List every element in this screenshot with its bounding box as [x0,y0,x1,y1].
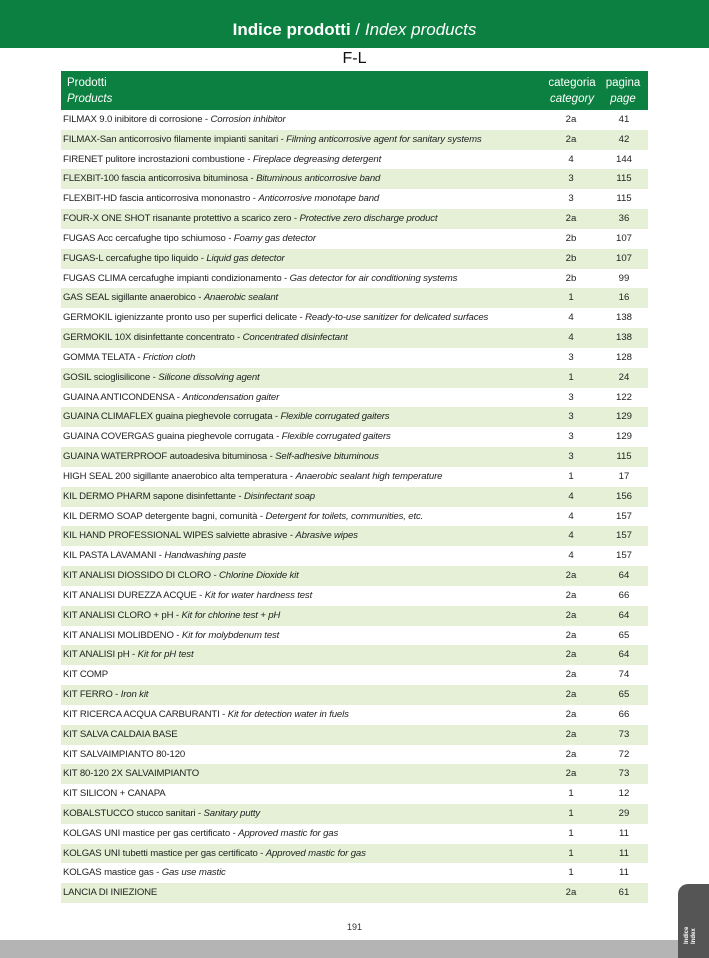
product-page: 12 [618,788,630,800]
table-row [61,626,648,646]
product-page: 157 [615,510,632,522]
product-page: 11 [619,827,629,839]
table-row [61,368,648,388]
product-name-it: FUGAS Acc cercafughe tipo schiumoso - [63,232,234,244]
product-category: 3 [568,193,574,205]
product-name-en: Anaerobic sealant [203,292,279,304]
product-name-en: Foamy gas detector [233,232,316,244]
table-row [61,427,648,447]
product-page: 107 [615,232,632,244]
table-row [61,566,648,586]
product-name [63,745,533,765]
header-category [539,75,605,107]
product-page: 99 [618,272,630,284]
product-name-en: Kit for detection water in fuels [227,708,349,720]
product-name-en: Silicone dissolving agent [158,371,260,383]
product-name-en: Anticondensation gaiter [182,391,280,403]
page-number: 191 [346,922,363,932]
product-page: 157 [615,550,632,562]
product-name-en: Corrosion inhibitor [210,114,286,125]
product-page: 129 [615,431,632,443]
index-side-tab[interactable] [678,884,709,958]
product-name-en: Protective zero discharge product [299,213,438,225]
table-row [61,784,648,804]
table-row [61,328,648,348]
product-name-it: KIT 80-120 2X SALVAIMPIANTO [63,768,200,780]
product-name [63,308,533,328]
table-row [61,586,648,606]
product-name-it: KOLGAS mastice gas - [63,867,162,879]
product-name-it: GERMOKIL 10X disinfettante concentrato - [63,332,243,344]
product-name-it: GUAINA WATERPROOF autoadesiva bituminosa - [63,451,276,463]
product-category: 4 [568,510,574,522]
product-name [63,169,533,189]
product-name [63,269,533,289]
table-row [61,725,648,745]
product-page: 11 [619,867,629,879]
header-products-it: Prodotti [67,77,107,89]
product-page: 72 [618,748,630,760]
product-page: 41 [618,114,630,125]
product-name-en: Kit for molybdenum test [181,629,280,641]
product-category: 1 [568,827,574,839]
product-category: 3 [568,451,574,463]
product-page: 66 [618,708,630,720]
product-name-it: KIT COMP [63,669,108,681]
product-name-en: Disinfectant soap [243,490,315,502]
table-row [61,388,648,408]
footer-bar [0,940,709,958]
product-page: 138 [615,312,632,324]
product-name-en: Chlorine Dioxide kit [219,570,299,582]
product-name [63,526,533,546]
product-name-it: KIT ANALISI pH - [63,649,138,661]
product-name [63,725,533,745]
product-name [63,487,533,507]
product-name [63,507,533,527]
product-page: 65 [618,689,630,701]
product-category: 1 [568,371,574,383]
product-name-it: KIT SALVAIMPIANTO 80-120 [63,748,186,760]
product-category: 2a [565,114,577,125]
product-name-it: GOMMA TELATA - [63,351,143,363]
table-row [61,189,648,209]
product-page: 42 [618,133,630,145]
header-products-en: Products [67,93,113,105]
product-name [63,626,533,646]
table-row [61,209,648,229]
product-name [63,209,533,229]
product-category: 1 [568,470,574,482]
product-name [63,606,533,626]
product-category: 4 [568,153,574,165]
table-row [61,249,648,269]
product-name-it: FLEXBIT-HD fascia anticorrosiva mononastro - [63,193,259,205]
product-table-body [61,110,648,903]
product-category: 4 [568,550,574,562]
product-category: 3 [568,411,574,423]
product-name-it: LANCIA DI INIEZIONE [63,887,158,899]
product-name-it: KIT RICERCA ACQUA CARBURANTI - [63,708,228,720]
table-row [61,764,648,784]
product-name [63,665,533,685]
tab-label-en: Index [691,928,697,944]
product-name-en: Gas detector for air conditioning systems [289,272,458,284]
product-name [63,189,533,209]
product-name-it: FLEXBIT-100 fascia anticorrosiva bituminosa - [63,173,257,185]
product-name-it: KIL PASTA LAVAMANI - [63,550,165,562]
product-name-en: Friction cloth [142,351,196,363]
product-name [63,586,533,606]
product-name [63,467,533,487]
product-category: 1 [568,867,574,879]
product-name-it: KIT SALVA CALDAIA BASE [63,728,178,740]
product-name-en: Iron kit [120,689,149,701]
product-name-en: Anticorrosive monotape band [258,193,380,205]
product-name-it: KIT ANALISI MOLIBDENO - [63,629,182,641]
product-name-it: FUGAS-L cercafughe tipo liquido - [63,252,207,264]
table-row [61,824,648,844]
product-name [63,645,533,665]
product-page: 115 [616,173,632,185]
table-header [61,71,648,110]
table-row [61,863,648,883]
table-row [61,645,648,665]
product-name-en: Detergent for toilets, communities, etc. [265,510,424,522]
product-name [63,388,533,408]
product-category: 3 [568,391,574,403]
header-page-it: pagina [605,77,641,89]
product-category: 2a [565,708,577,720]
product-name-en: Handwashing paste [164,550,247,562]
product-name-it: KIT SILICON + CANAPA [63,788,166,800]
product-page: 74 [618,669,630,681]
product-category: 2a [565,589,577,601]
product-name-en: Filming anticorrosive agent for sanitary systems [286,133,482,145]
product-page: 64 [618,609,630,621]
product-name-en: Bituminous anticorrosive band [256,173,381,185]
product-category: 1 [568,807,574,819]
product-name-it: KOLGAS UNI mastice per gas certificato - [63,827,239,839]
product-name-it: KIT ANALISI DIOSSIDO DI CLORO - [63,570,220,582]
product-name-it: FILMAX-San anticorrosivo filamente impianti sanitari - [63,133,287,145]
product-category: 4 [568,490,574,502]
product-name [63,150,533,170]
product-page: 61 [618,887,630,899]
product-category: 1 [568,847,574,859]
product-name-it: GAS SEAL sigillante anaerobico - [63,292,204,304]
product-category: 3 [568,351,574,363]
product-name-en: Kit for water hardness test [204,589,313,601]
product-name-it: FIRENET pulitore incrostazioni combustione - [63,153,253,165]
table-row [61,546,648,566]
product-name-en: Approved mastic for gas [265,847,366,859]
product-name [63,685,533,705]
product-page: 128 [615,351,632,363]
product-page: 122 [615,391,632,403]
product-name-it: KIT FERRO - [63,689,121,701]
product-name [63,368,533,388]
product-category: 2a [565,887,577,899]
product-name-it: GUAINA CLIMAFLEX guaina pieghevole corrugata - [63,411,281,423]
product-page: 156 [615,490,632,502]
product-name-it: KOLGAS UNI tubetti mastice per gas certificato - [63,847,266,859]
product-name-it: GUAINA ANTICONDENSA - [63,391,183,403]
section-letters: F-L [342,50,367,67]
product-name [63,229,533,249]
product-category: 2a [565,768,577,780]
product-name-en: Liquid gas detector [206,252,285,264]
product-page: 17 [618,470,630,482]
product-name-en: Flexible corrugated gaiters [280,411,390,423]
product-name [63,705,533,725]
product-name [63,804,533,824]
index-side-tab-label [684,927,698,944]
product-name-en: Abrasive wipes [295,530,358,542]
product-page: 24 [618,371,630,383]
product-name-it: GERMOKIL igienizzante pronto uso per superfici delicate - [63,312,306,324]
product-name-it: KIT ANALISI DUREZZA ACQUE - [63,589,205,601]
table-row [61,447,648,467]
product-page: 138 [615,332,632,344]
product-category: 2a [565,669,577,681]
product-name [63,427,533,447]
product-page: 66 [618,589,630,601]
header-page [601,75,645,107]
product-category: 2a [565,609,577,621]
product-category: 4 [568,530,574,542]
product-name-en: Fireplace degreasing detergent [252,153,382,165]
product-page: 16 [618,292,630,304]
product-category: 2a [565,213,577,225]
product-name [63,764,533,784]
product-category: 2a [565,629,577,641]
product-name-it: KIL DERMO SOAP detergente bagni, comunità - [63,510,266,522]
table-row [61,467,648,487]
product-category: 4 [568,332,574,344]
table-row [61,150,648,170]
product-name [63,844,533,864]
page-title [0,20,709,40]
product-name [63,784,533,804]
title-italian: Indice prodotti [232,20,351,39]
product-category: 2a [565,570,577,582]
product-page: 64 [618,570,630,582]
product-name [63,863,533,883]
product-name-en: Anaerobic sealant high temperature [295,470,443,482]
product-name [63,566,533,586]
table-row [61,269,648,289]
product-category: 4 [568,312,574,324]
product-category: 3 [568,173,574,185]
product-page: 29 [618,807,630,819]
table-row [61,526,648,546]
product-name-en: Kit for chlorine test + pH [181,609,281,621]
product-page: 144 [615,153,632,165]
product-name [63,130,533,150]
product-category: 2b [565,252,577,264]
header-category-it: categoria [548,77,596,89]
product-name-it: KIL HAND PROFESSIONAL WIPES salviette abrasive - [63,530,296,542]
product-name [63,883,533,903]
product-name [63,348,533,368]
product-name [63,824,533,844]
product-name [63,249,533,269]
table-row [61,804,648,824]
product-name-en: Flexible corrugated gaiters [281,431,391,443]
product-name [63,447,533,467]
product-category: 2a [565,133,577,145]
product-page: 115 [616,451,632,463]
table-row [61,606,648,626]
table-row [61,487,648,507]
product-name-it: GOSIL scioglisilicone - [63,371,159,383]
table-row [61,745,648,765]
product-page: 64 [618,649,630,661]
product-page: 73 [618,768,630,780]
product-page: 157 [615,530,632,542]
table-row [61,507,648,527]
table-row [61,844,648,864]
product-name-it: FILMAX 9.0 inibitore di corrosione - [63,114,211,125]
product-category: 2b [565,272,577,284]
table-row [61,407,648,427]
table-row [61,685,648,705]
product-name-it: GUAINA COVERGAS guaina pieghevole corrugata - [63,431,282,443]
table-row [61,229,648,249]
table-row [61,705,648,725]
header-category-en: category [549,93,595,105]
product-category: 2a [565,748,577,760]
product-category: 2a [565,649,577,661]
product-name-en: Self-adhesive bituminous [275,451,379,463]
product-page: 11 [619,847,629,859]
product-name [63,546,533,566]
tab-label-it: Indice [684,926,690,944]
product-name-it: HIGH SEAL 200 sigillante anaerobico alta temperatura - [63,470,296,482]
product-name-it: KIT ANALISI CLORO + pH - [63,609,182,621]
product-name [63,110,533,130]
title-separator: / [350,20,365,39]
product-name-it: KIL DERMO PHARM sapone disinfettante - [63,490,244,502]
table-row [61,308,648,328]
product-page: 65 [618,629,630,641]
product-category: 2a [565,689,577,701]
product-page: 115 [616,193,632,205]
product-page: 107 [615,252,632,264]
product-page: 73 [618,728,630,740]
product-name-en: Kit for pH test [137,649,194,661]
table-row [61,169,648,189]
product-name-en: Gas use mastic [161,867,226,879]
title-english: Index products [364,20,477,39]
header-bar [0,0,709,48]
product-page: 129 [615,411,632,423]
product-category: 1 [568,292,574,304]
product-name [63,407,533,427]
header-products [67,75,112,107]
product-name-en: Concentrated disinfectant [242,332,348,344]
table-row [61,288,648,308]
table-row [61,348,648,368]
product-name-en: Ready-to-use sanitizer for delicated surfaces [305,312,489,324]
table-row [61,130,648,150]
table-row [61,883,648,903]
product-name-it: FUGAS CLIMA cercafughe impianti condizionamento - [63,272,290,284]
product-category: 2b [565,232,577,244]
product-name-it: KOBALSTUCCO stucco sanitari - [63,807,204,819]
product-page: 36 [618,213,630,225]
product-name-en: Sanitary putty [203,807,261,819]
header-page-en: page [610,93,636,105]
product-name [63,288,533,308]
product-category: 3 [568,431,574,443]
product-category: 1 [568,788,574,800]
product-category: 2a [565,728,577,740]
product-name [63,328,533,348]
product-name-en: Approved mastic for gas [238,827,339,839]
table-row [61,110,648,130]
table-row [61,665,648,685]
product-name-it: FOUR-X ONE SHOT risanante protettivo a scarico zero - [63,213,300,225]
